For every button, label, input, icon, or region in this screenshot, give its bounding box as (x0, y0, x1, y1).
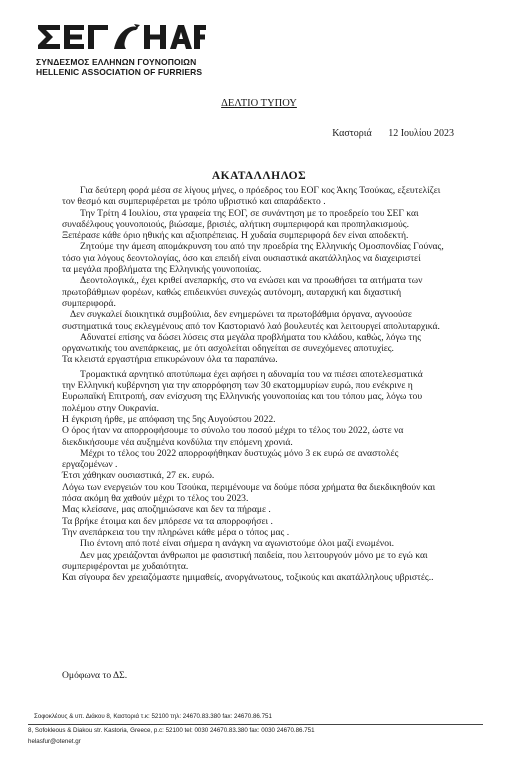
body-line: Δεν συγκαλεί διοικητικά συμβούλια, δεν ενημερώνει τα πρωτοβάθμια όργανα, αγνοούσε (70, 309, 412, 321)
body-line: Η έγκριση ήρθε, με απόφαση της 5ης Αυγούστου 2022. (62, 413, 276, 425)
association-logo-graphic (36, 22, 206, 52)
body-line: διεκδικήσουμε νέα αυξημένα κονδύλια την επόμενη χρονιά. (62, 436, 293, 448)
body-line: Ζητούμε την άμεση απομάκρυνση του από την προεδρία της Ελληνικής Ομοσπονδίας Γούνας, (80, 241, 444, 253)
body-text (62, 185, 494, 583)
headline: ΑΚΑΤΑΛΛΗΛΟΣ (211, 170, 307, 182)
date: 12 Ιουλίου 2023 (388, 128, 454, 139)
body-line: πρωτοβάθμιων φορέων, καθώς επιδεικνύει συνεχώς αυτόνομη, αυταρχική και διχαστική (62, 286, 402, 298)
body-line: Μας κλείσανε, μας αποζημιώσανε και δεν τα πήραμε . (62, 504, 271, 516)
footer-address-greek: Σοφοκλέους & υπ. Διάκου 8, Καστοριά τ.κ: 52100 τηλ: 24670.83.380 fax: 24670.86.751 (34, 713, 272, 720)
body-line: τόσο για λόγους δεοντολογίας, όσο και επειδή είναι ουσιαστικά ακατάλληλος να διαχειριστεί (62, 252, 421, 264)
body-line: οργανωτικής του ανεπάρκειας, με ότι ασχολείται οδηγείται σε συνεχόμενες αποτυχίες. (62, 343, 394, 355)
date-line (332, 128, 454, 139)
body-line: πολέμου στην Ουκρανία. (62, 402, 159, 414)
body-line: συναδέλφους γουνοποιούς, βιώσαμε, βρισιές, αλήτικη συμπεριφορά και προπηλακισμούς. (62, 218, 409, 230)
document-title: ΔΕΛΤΙΟ ΤΥΠΟΥ (221, 98, 297, 109)
body-line: τον θεσμό και συμπεριφέρεται με τρόπο υβριστικό και απαράδεκτο . (62, 196, 326, 208)
body-line: Και σίγουρα δεν χρειαζόμαστε ημιμαθείς, ανοργάνωτους, τοξικούς και ακατάλληλους υβριστές.. (62, 572, 434, 584)
body-line: Για δεύτερη φορά μέσα σε λίγους μήνες, ο πρόεδρος του ΕΟΓ κος Άκης Τσούκας, εξευτελίζει (80, 185, 441, 196)
body-line: Τα κλειστά εργαστήρια επικυρώνουν όλα τα παραπάνω. (62, 354, 278, 366)
body-line: Ευρωπαϊκή Επιτροπή, σαν ενίσχυση της Ελληνικής γουνοποιίας και του τόπου μας, λόγω του (62, 391, 423, 403)
association-name-greek: ΣΥΝΔΕΣΜΟΣ ΕΛΛΗΝΩΝ ΓΟΥΝΟΠΟΙΩΝ (36, 57, 197, 67)
footer-email: helasfur@otenet.gr (28, 738, 81, 745)
body-line: συμπεριφέρονται με χυδαιότητα. (62, 560, 189, 572)
body-line: τα μεγάλα προβλήματα της Ελληνικής γουνοποιίας. (62, 264, 262, 276)
city: Καστοριά (332, 128, 372, 139)
footer-address-english: 8, Sofokleous & Diakou str. Kastoria, Greece, p.c: 52100 tel: 0030 24670.83.380 fax: 0030 24670.86.751 (28, 727, 315, 734)
body-line: συμπεριφορά. (62, 297, 116, 309)
association-logo (36, 22, 206, 52)
body-line: Ο όρος ήταν να απορροφήσουμε το σύνολο του ποσού μέχρι το τέλος του 2022, ώστε να (62, 425, 404, 437)
body-line: Την ανεπάρκεια του την πληρώνει κάθε μέρα ο τόπος μας . (62, 526, 290, 538)
body-line: Μέχρι το τέλος του 2022 απορροφήθηκαν δυστυχώς μόνο 3 εκ ευρώ σε αναστολές (80, 447, 399, 459)
body-line: Δεοντολογικά,, έχει κριθεί ανεπαρκής, στο να ενώσει και να προωθήσει τα αιτήματα των (80, 275, 423, 287)
body-line: συστηματικά τους εκλεγμένους από τον Καστοριανό λαό βουλευτές και λειτουργεί απολυταρχικά. (62, 320, 440, 332)
body-line: Τρομακτικά αρνητικό αποτύπωμα έχει αφήσει η αδυναμία του να πιέσει αποτελεσματικά (80, 368, 423, 380)
body-line: εργαζομένων . (62, 459, 118, 471)
body-line: Δεν μας χρειάζονται άνθρωποι με φασιστική παιδεία, που λειτουργούν μόνο με το εγώ και (80, 549, 428, 561)
body-line: Έτσι χάθηκαν ουσιαστικά, 27 εκ. ευρώ. (62, 470, 215, 482)
closing-signature: Ομόφωνα το ΔΣ. (62, 670, 128, 681)
body-line: Αδυνατεί επίσης να δώσει λύσεις στα μεγάλα προβλήματα του κλάδου, καθώς, λόγω της (80, 331, 422, 343)
body-line: την Ελληνική κυβέρνηση για την απορρόφηση των 30 εκατομμυρίων ευρώ, που ενέκρινε η (62, 380, 413, 392)
body-line: Πιο έντονη από ποτέ είναι σήμερα η ανάγκη να αγωνιστούμε όλοι μαζί ενωμένοι. (80, 538, 395, 550)
footer-divider (28, 724, 483, 725)
body-line: Λόγω των ενεργειών του κου Τσούκα, περιμένουμε να δούμε πόσα χρήματα θα διεκδικηθούν και (62, 481, 436, 493)
body-line: πόσα ακόμη θα χαθούν μέχρι το τέλος του 2023. (62, 493, 249, 505)
footer (28, 713, 498, 745)
body-line: Ξεπέρασε κάθε όριο ηθικής και αξιοπρέπειας. Η χυδαία συμπεριφορά δεν είναι αποδεκτή. (62, 230, 409, 242)
body-line: Τα βρήκε έτοιμα και δεν μπόρεσε να τα απορροφήσει . (62, 515, 273, 527)
association-name-english: HELLENIC ASSOCIATION OF FURRIERS (36, 67, 203, 77)
body-line: Την Τρίτη 4 Ιουλίου, στα γραφεία της ΕΟΓ, σε συνάντηση με το προεδρείο του ΣΕΓ και (80, 207, 419, 219)
